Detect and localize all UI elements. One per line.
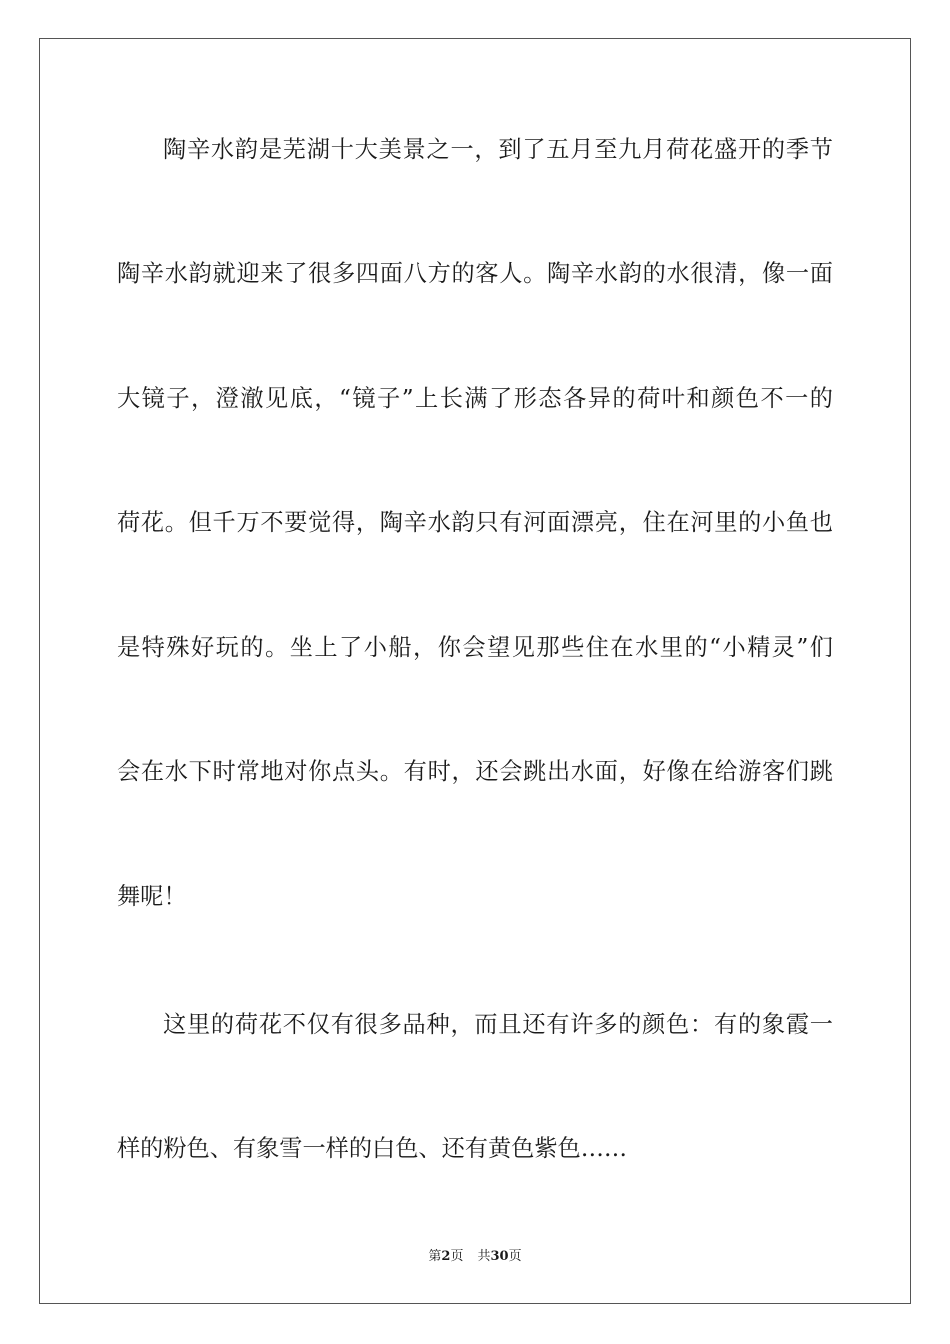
paragraph-1-line-2: 陶辛水韵就迎来了很多四面八方的客人。陶辛水韵的水很清，像一面	[117, 260, 833, 287]
paragraph-2-line-1: 这里的荷花不仅有很多品种，而且还有许多的颜色：有的象霞一	[163, 1011, 833, 1038]
page-number: 2	[441, 1249, 451, 1264]
page-border	[39, 38, 911, 1304]
paragraph-1-line-7: 舞呢！	[117, 883, 187, 910]
page-footer	[0, 1248, 950, 1266]
total-pages: 30	[490, 1249, 509, 1264]
total-prefix: 共	[477, 1249, 491, 1264]
paragraph-2-line-2: 样的粉色、有象雪一样的白色、还有黄色紫色……	[117, 1135, 628, 1162]
paragraph-1-line-1: 陶辛水韵是芜湖十大美景之一，到了五月至九月荷花盛开的季节	[163, 136, 833, 163]
paragraph-1-line-4: 荷花。但千万不要觉得，陶辛水韵只有河面漂亮，住在河里的小鱼也	[117, 509, 833, 536]
paragraph-1-line-6: 会在水下时常地对你点头。有时，还会跳出水面，好像在给游客们跳	[117, 758, 833, 785]
paragraph-1-line-5: 是特殊好玩的。坐上了小船，你会望见那些住在水里的“小精灵”们	[117, 634, 833, 661]
page-prefix: 第	[428, 1249, 442, 1264]
page-suffix: 页	[450, 1249, 464, 1264]
total-suffix: 页	[508, 1249, 522, 1264]
paragraph-1-line-3: 大镜子，澄澈见底，“镜子”上长满了形态各异的荷叶和颜色不一的	[117, 385, 833, 412]
